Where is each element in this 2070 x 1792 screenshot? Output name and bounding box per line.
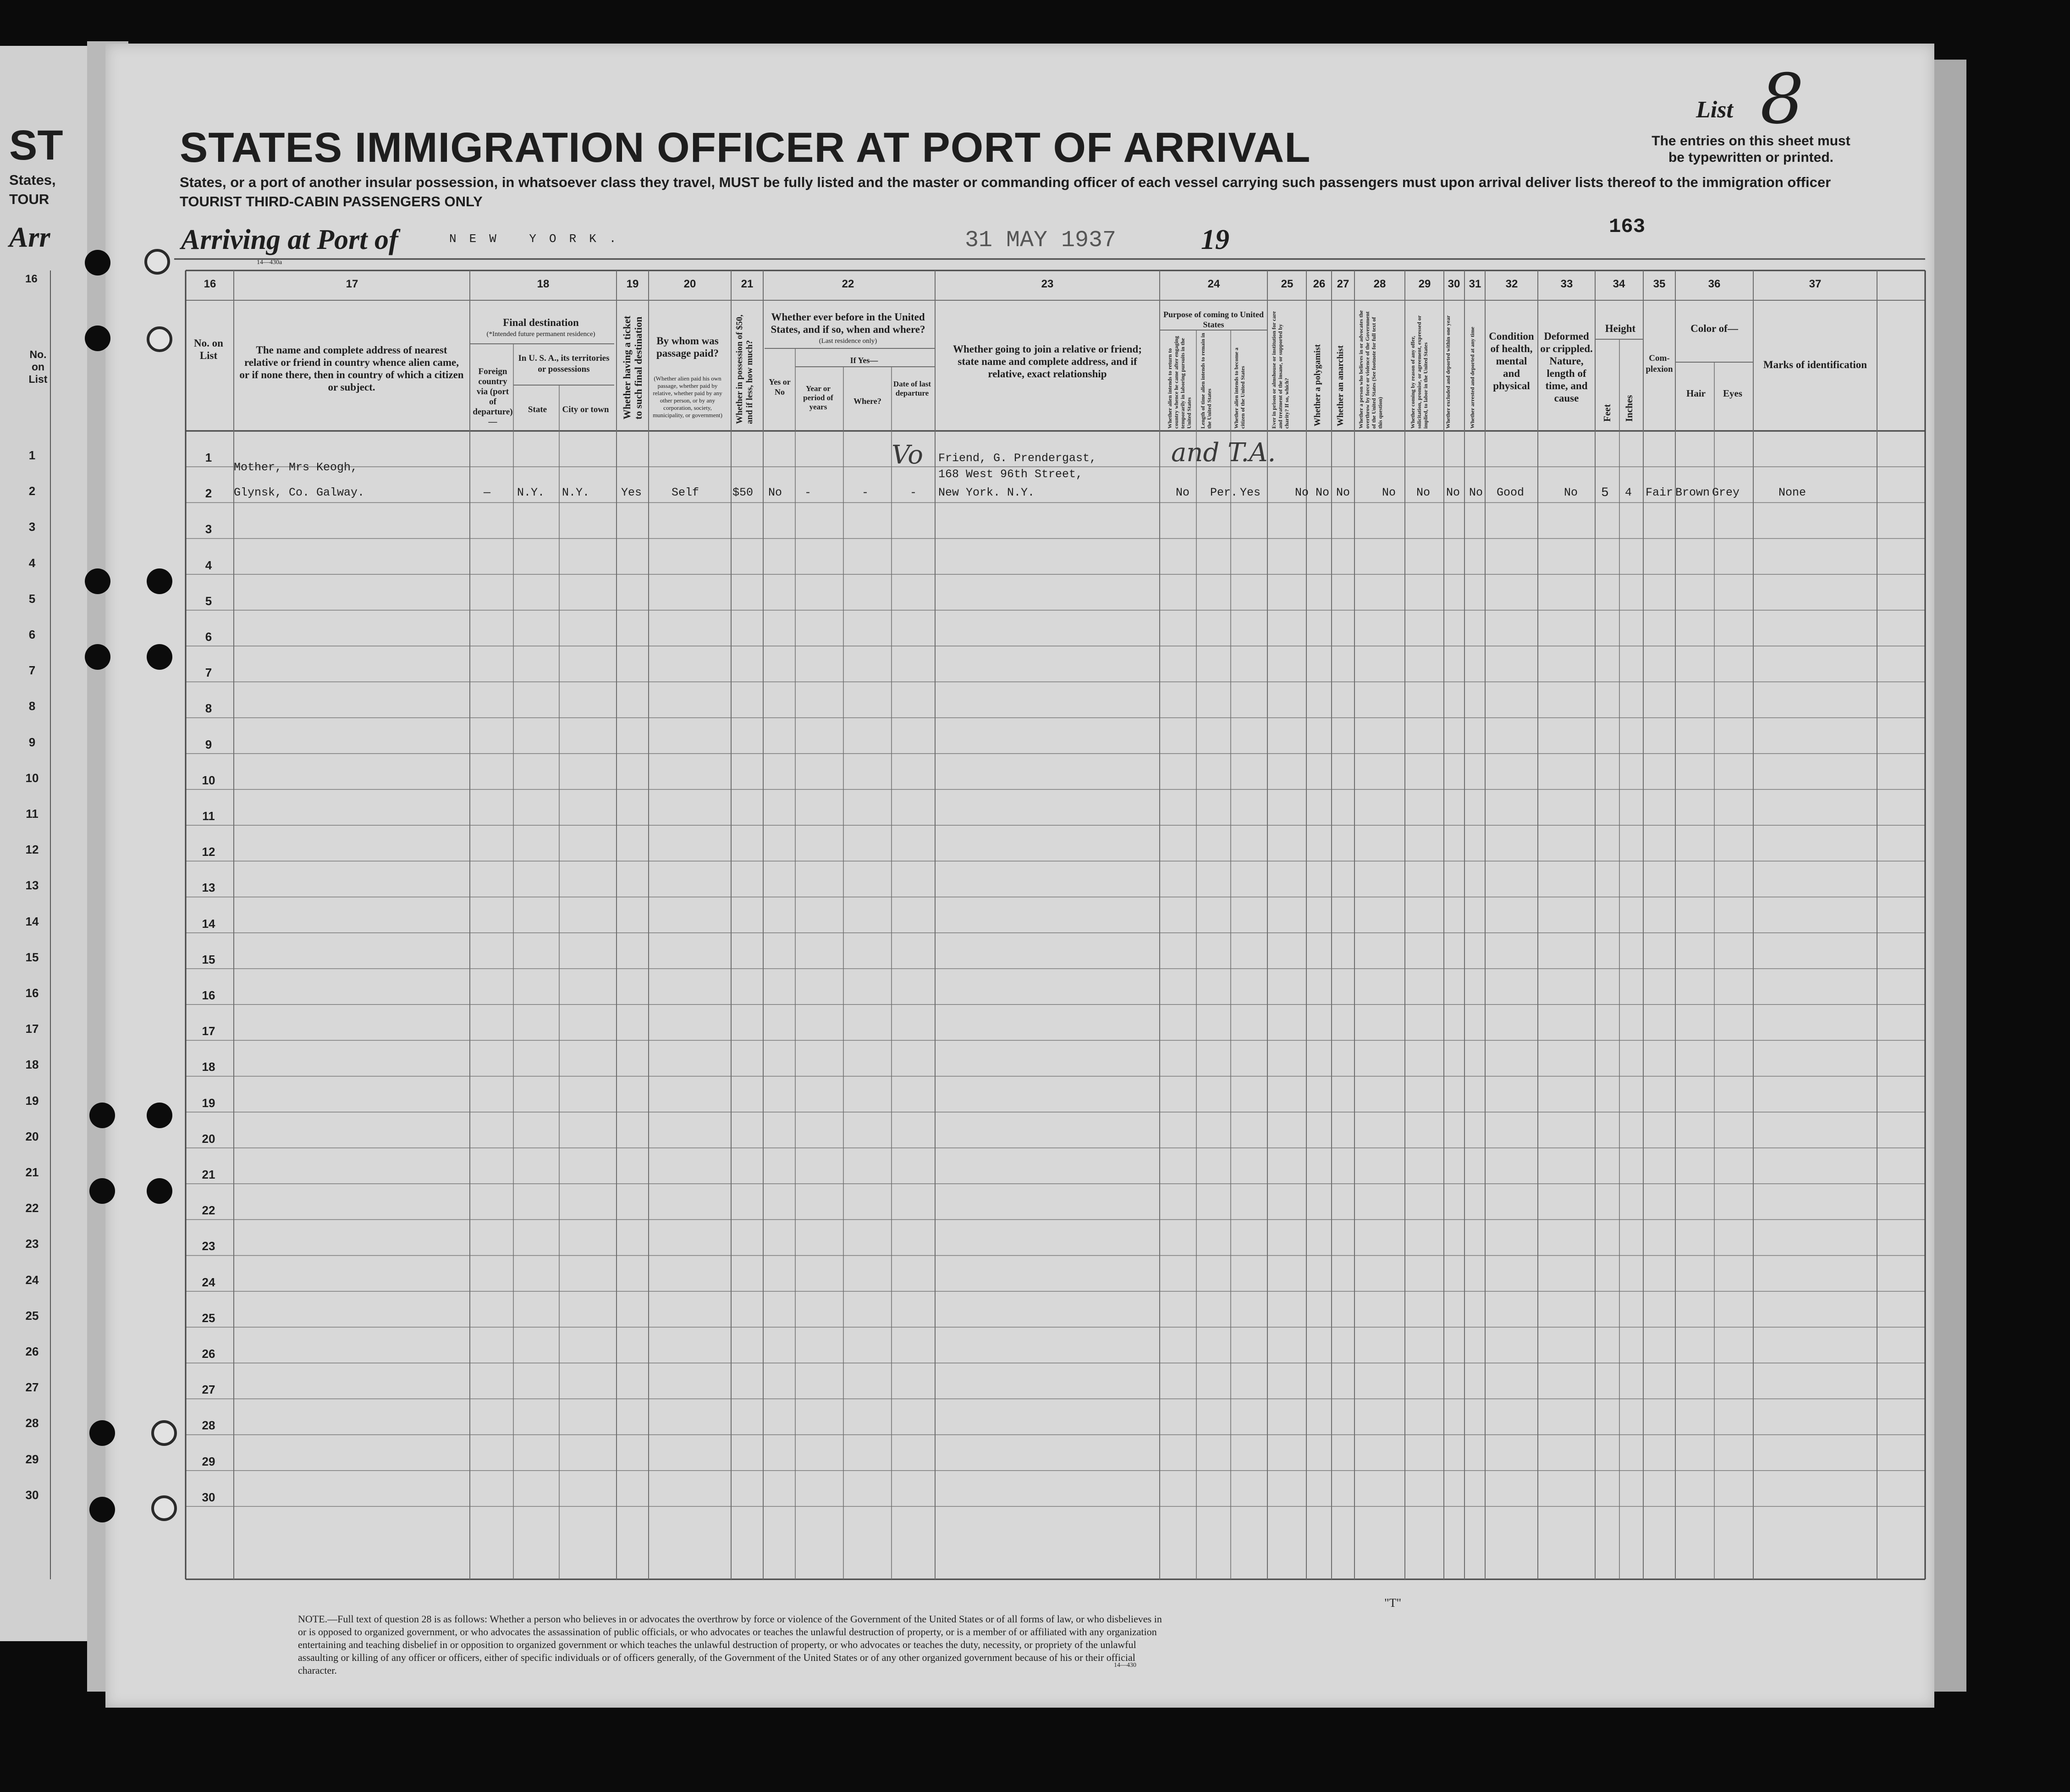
header-ever-before-note: (Last residence only) [819,337,877,345]
binder-hole [89,1178,115,1204]
row-number: 13 [202,881,215,895]
row-number: 17 [202,1024,215,1038]
column-number: 24 [1207,278,1220,290]
binder-hole [85,568,110,594]
column-number: 32 [1505,278,1518,290]
strip-sub1: States, [9,172,56,188]
binder-hole [147,568,172,594]
header-purpose: Purpose of coming to United States [1163,310,1264,329]
row1-col25: No [1295,486,1309,499]
column-number: 37 [1809,278,1822,290]
header-polygamist: Whether a polygamist [1313,344,1322,426]
footnote-code: 14—430 [1114,1662,1136,1669]
column-number: 35 [1653,278,1666,290]
typewritten-note: The entries on this sheet must be typewritten or printed. [1652,133,1850,165]
header-height: Height [1605,323,1636,334]
strip-row-number: 27 [25,1380,39,1395]
header-by-whom-note: (Whether alien paid his own passage, whether paid by relative, whether paid by any other person, or by any corporation, society, municipality, or government) [653,375,722,419]
binder-hole-open [151,1495,177,1521]
header-purpose-b: Length of time alien intends to remain in the United States [1200,333,1212,429]
column-number: 17 [346,278,358,290]
row1-join-line2: 168 West 96th Street, [938,468,1083,481]
row-number: 27 [202,1383,215,1397]
header-date-departure: Date of last departure [893,380,931,397]
header-possession-50: Whether in possession of $50, and if less, how much? [735,314,754,424]
row-number: 20 [202,1131,215,1146]
row1-col28: No [1382,486,1396,499]
list-label: List [1696,97,1733,123]
row-number: 28 [202,1418,215,1433]
strip-row-number: 8 [28,699,36,713]
strip-row-number: 4 [28,556,36,570]
strip-row-number: 5 [28,591,36,606]
row-number: 16 [202,988,215,1002]
row-number: 2 [205,486,212,501]
column-number: 28 [1373,278,1386,290]
binder-hole [85,325,110,351]
row1-ticket: Yes [621,486,642,499]
row-number: 3 [205,522,212,536]
row-number: 5 [205,594,212,608]
header-year-period: Year or period of years [803,384,833,411]
row1-eyes: Grey [1712,486,1740,499]
row1-inches: 4 [1625,486,1632,499]
row1-join-line1: Friend, G. Prendergast, [938,452,1097,465]
binder-hole [147,1178,172,1204]
strip-row-number: 13 [25,878,39,893]
binder-hole-open [147,326,172,352]
row1-col31: No [1469,486,1483,499]
arriving-label: Arriving at Port of [181,224,398,255]
row-number: 10 [202,773,215,787]
strip-row-number: 1 [28,448,36,462]
header-hair: Hair [1686,388,1706,399]
header-ever-before: Whether ever before in the United States, and if so, when and where? [771,311,925,335]
strip-row-number: 30 [25,1488,39,1502]
row1-purpose-c: Yes [1240,486,1261,499]
strip-row-number: 9 [28,735,36,749]
strip-row-number: 21 [25,1165,39,1179]
header-deformed: Deformed or crippled. Nature, length of time, and cause [1540,331,1593,404]
column-number: 36 [1708,278,1721,290]
strip-row-number: 18 [25,1058,39,1072]
column-number: 23 [1041,278,1054,290]
header-foreign-country: Foreign country via (port of departure)— [473,367,513,427]
strip-sub2: TOUR [9,191,50,207]
column-number: 27 [1337,278,1349,290]
row-number: 8 [205,701,212,716]
strip-row-number: 6 [28,628,36,641]
header-purpose-c: Whether alien intends to become a citizen of the United States [1233,347,1246,429]
header-col28: Whether a person who believes in or advocates the overthrow by force or violence of the Government of the United States (See footnote for full text of this question) [1358,310,1383,429]
strip-row-number: 7 [28,663,36,678]
row1-relative-line2: Glynsk, Co. Galway. [234,486,365,499]
strip-row-number: 25 [25,1308,39,1323]
list-number: 8 [1760,60,1804,139]
header-if-yes: If Yes— [850,356,878,365]
column-number: 18 [537,278,550,290]
header-ticket: Whether having a ticket to such final destination [621,315,644,419]
header-no-on-list: No. on List [194,337,223,361]
strip-row-number: 14 [25,914,39,928]
row-number: 7 [205,666,212,680]
row-number: 30 [202,1490,215,1504]
row1-complexion: Fair [1646,486,1674,499]
page-number: 163 [1609,215,1646,238]
binder-hole [147,644,172,670]
strip-row-number: 11 [26,807,39,821]
row1-deformed: No [1564,486,1578,499]
binder-hole-open [151,1420,177,1446]
row-number: 25 [202,1311,215,1325]
header-marks: Marks of identification [1763,359,1867,370]
strip-row-number: 28 [25,1416,39,1430]
header-col25: Ever in prison or almshouse or institution for care and treatment of the insane, or supported by charity? If so, which? [1271,311,1290,429]
strip-title: ST [9,122,63,169]
header-anarchist: Whether an anarchist [1336,345,1345,426]
row1-foreign: — [484,486,491,499]
header-col29: Whether coming by reason of any offer, solicitation, promise, or agreement, expressed or implied, to labor in the United States [1409,315,1429,429]
header-purpose-a: Whether alien intends to return to country whence he came after engaging temporarily in laboring pursuits in the United States [1167,336,1192,429]
header-complexion: Com- plexion [1646,353,1673,374]
row-number: 18 [202,1060,215,1074]
header-col31: Whether arrested and deported at any time [1469,326,1475,429]
row-number: 23 [202,1239,215,1253]
binder-hole [147,1103,172,1128]
column-number: 30 [1448,278,1460,290]
row1-health: Good [1497,486,1525,499]
row1-join-line3: New York. N.Y. [938,486,1035,499]
row-number: 22 [202,1203,215,1218]
binder-hole [85,644,110,670]
header-city: City or town [562,405,609,414]
header-feet: Feet [1602,404,1613,422]
strip-row-number: 17 [25,1022,39,1036]
row1-feet: 5 [1601,486,1609,500]
row-number: 9 [205,737,212,751]
row-number: 21 [202,1168,215,1181]
page-subtitle: States, or a port of another insular possession, in whatsoever class they travel, MUST be fully listed and the master or commanding officer of each vessel carrying such passengers must upon arrival deliver lists thereof to the immigration officer [180,174,1831,190]
row1-col29: No [1416,486,1431,499]
row1-departure: - [910,486,917,499]
header-health: Condition of health, mental and physical [1489,331,1534,391]
row-number: 19 [202,1096,215,1110]
strip-row-number: 12 [25,843,39,857]
header-color-of: Color of— [1690,323,1738,334]
column-number: 21 [741,278,754,290]
page-title: STATES IMMIGRATION OFFICER AT PORT OF ARRIVAL [180,124,1311,171]
strip-col-label: No. on List [28,348,48,385]
handwritten-annotation-2: and T.A. [1171,438,1276,468]
binder-hole [89,1103,115,1128]
strip-row-number: 22 [25,1201,39,1215]
strip-row-number: 2 [28,484,36,498]
footer-mark: "T" [1384,1596,1402,1610]
column-number: 22 [842,278,854,290]
row1-year: - [804,486,812,499]
row1-paid-by: Self [672,486,699,499]
binder-hole [89,1497,115,1522]
arrival-date: 31 MAY 1937 [965,227,1117,254]
row-number: 26 [202,1347,215,1361]
row-number: 12 [202,845,215,859]
column-number: 26 [1313,278,1326,290]
header-in-usa: In U. S. A., its territories or possessions [518,353,610,374]
row1-marks: None [1778,486,1806,499]
row1-col27: No [1336,486,1350,499]
binder-hole-open [144,249,170,275]
strip-colnum: 16 [25,273,38,285]
row-number: 4 [205,558,212,572]
row1-state: N.Y. [517,486,545,499]
header-final-destination: Final destination [503,317,579,328]
column-number: 33 [1560,278,1573,290]
strip-arriving: Arr [9,222,50,253]
row-number: 29 [202,1454,215,1468]
header-inches: Inches [1624,395,1635,422]
row1-ever-before: No [768,486,782,499]
row-number: 1 [205,451,212,464]
row1-city: N.Y. [562,486,590,499]
row1-hair: Brown [1675,486,1710,499]
row1-col30: No [1446,486,1460,499]
header-by-whom: By whom was passage paid? [656,335,719,359]
strip-row-number: 10 [25,771,39,785]
strip-row-number: 15 [25,950,39,964]
column-number: 19 [626,278,639,290]
row1-col26: No [1316,486,1330,499]
column-number: 16 [204,278,216,290]
row-number: 6 [205,630,212,644]
strip-row-number: 19 [25,1093,39,1108]
strip-row-number: 3 [28,520,36,534]
strip-row-number: 16 [25,986,39,1000]
row1-money: $50 [732,486,754,499]
handwritten-annotation: Vo [892,440,924,470]
row1-where: - [862,486,869,499]
binder-hole [85,250,110,276]
row-number: 15 [202,952,215,966]
header-yes-no: Yes or No [769,377,791,397]
row1-purpose-a: No [1176,486,1190,499]
strip-row-number: 26 [25,1345,39,1358]
header-eyes: Eyes [1723,388,1742,399]
class-line: TOURIST THIRD-CABIN PASSENGERS ONLY [180,193,483,210]
header-join-relative: Whether going to join a relative or friend; state name and complete address, and if relative, exact relationship [952,343,1142,380]
column-number: 34 [1613,278,1625,290]
column-number: 31 [1469,278,1481,290]
column-number: 25 [1281,278,1294,290]
strip-row-number: 20 [25,1129,39,1143]
year-label: 19 [1201,224,1229,255]
strip-row-number: 29 [25,1452,39,1466]
strip-row-number: 24 [25,1273,39,1287]
row-number: 24 [202,1275,215,1289]
row-number: 11 [202,809,215,823]
row-number: 14 [202,916,215,931]
row1-purpose-b: Per. [1210,486,1238,499]
form-code: 14—430a [257,259,282,266]
footnote: NOTE.—Full text of question 28 is as follows: Whether a person who believes in or advocates the overthrow by force or violence of the Government of the United States or of all forms of law, or who disbelieves in or is opposed to organized government, or who advocates the assassination of public officials, or who advocates or teaches the unlawful destruction of property, or is a member of or affiliated with any organization entertaining and teaching disbelief in or opposition to organized government or which teaches the unlawful destruction of property, or who advocates or teaches the duty, necessity, or propriety of the unlawful assaulting or killing of any officer or officers, either of specific individuals or of officers generally, of the Government of the United States or of any other organized government because of his or their official character. [298,1613,1162,1676]
strip-row-number: 23 [25,1237,39,1251]
header-where: Where? [853,397,881,406]
binder-hole [89,1420,115,1446]
header-state: State [528,405,547,414]
header-final-destination-note: (*Intended future permanent residence) [486,331,595,338]
row1-relative-line1: Mother, Mrs Keogh, [234,461,358,474]
header-col30: Whether excluded and deported within one year [1445,315,1451,429]
port-value: NEW YORK. [449,232,629,246]
column-number: 29 [1418,278,1431,290]
header-nearest-relative: The name and complete address of nearest relative or friend in country whence alien came, or if none there, then in country of which a citizen or subject. [239,344,464,393]
column-number: 20 [683,278,696,290]
